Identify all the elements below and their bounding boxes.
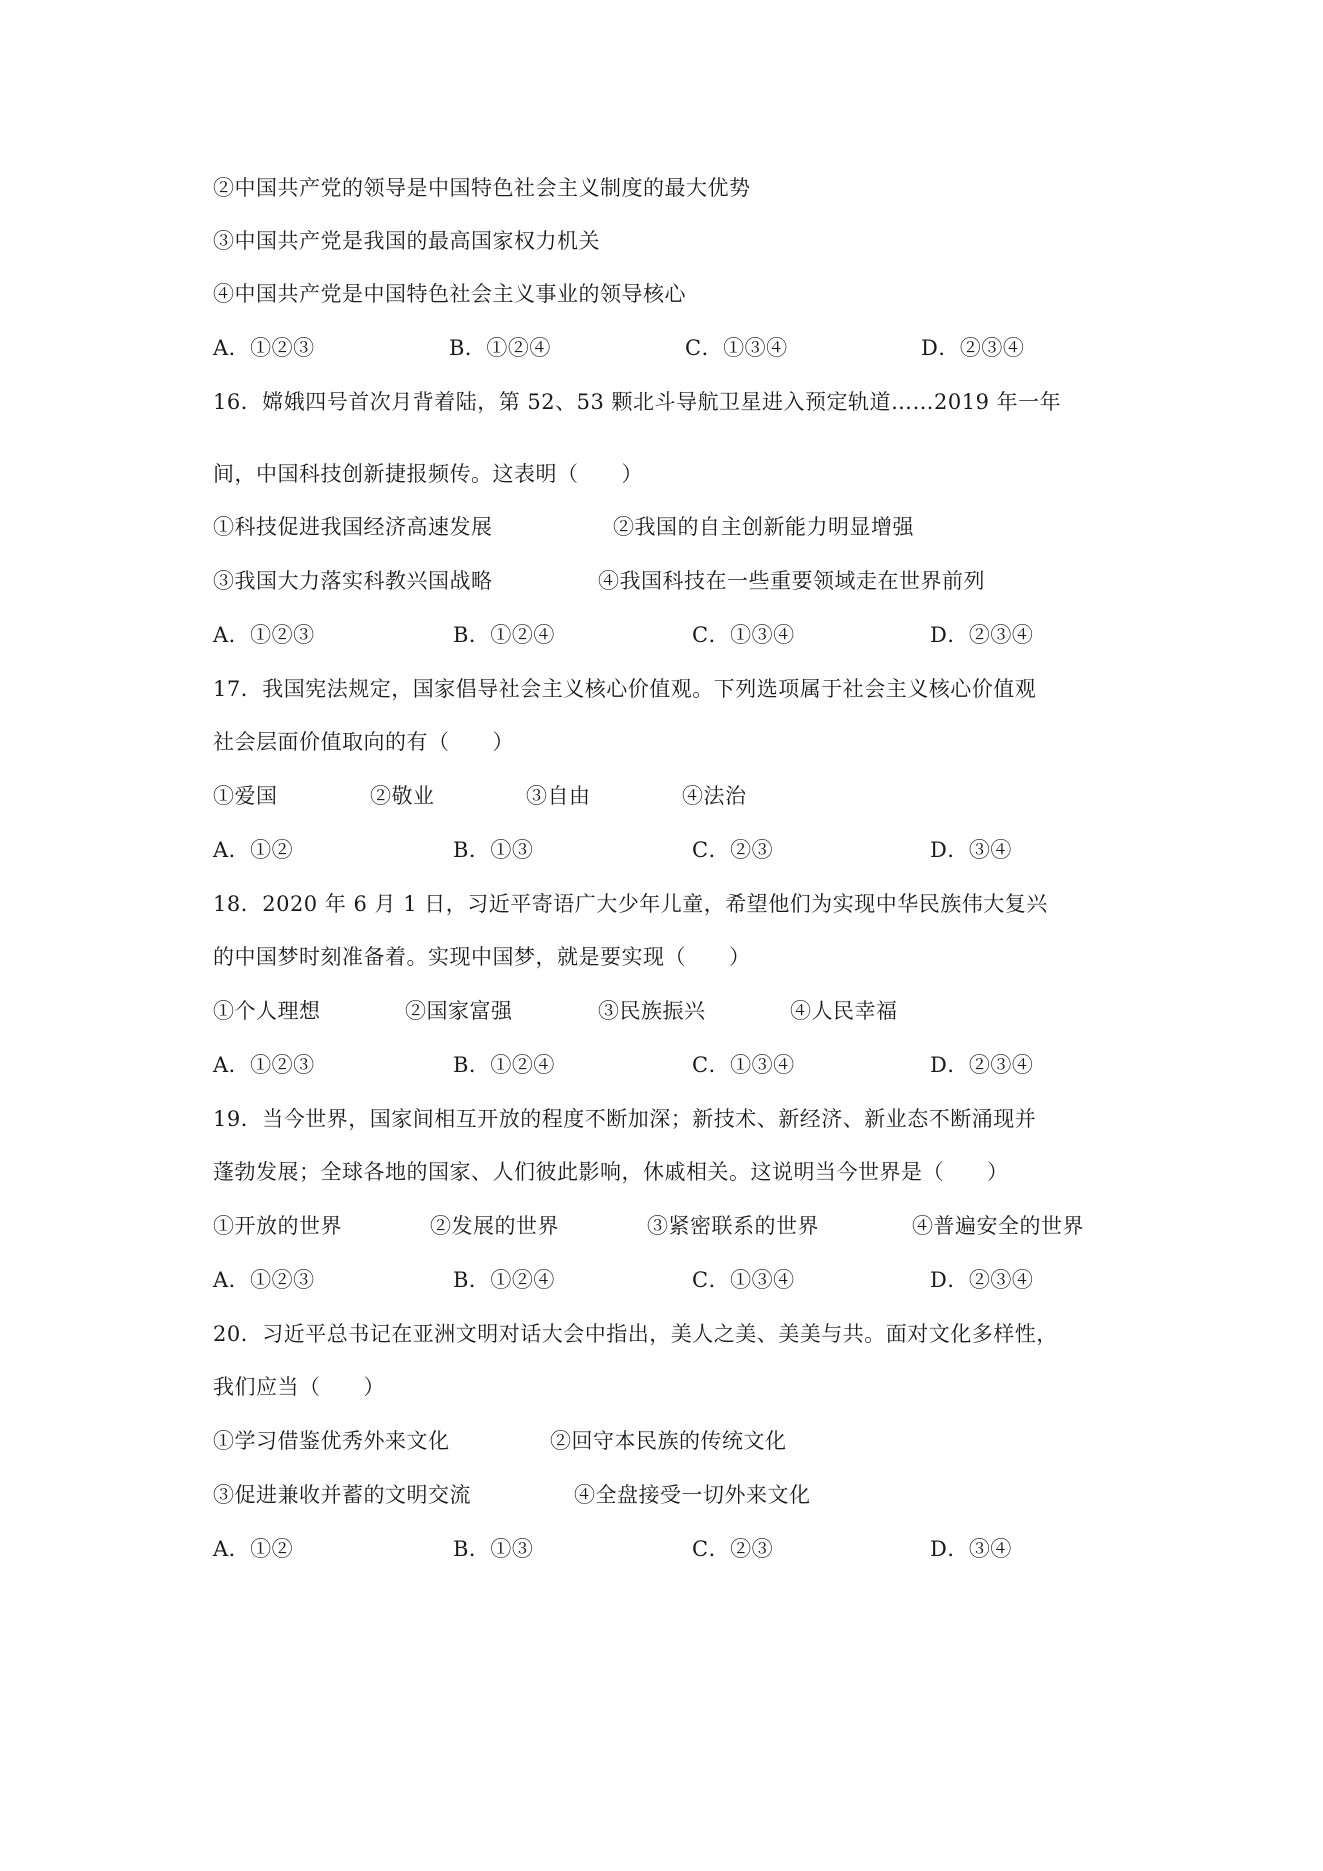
question-stem: 间，中国科技创新捷报频传。这表明（ ） xyxy=(213,462,643,486)
option-d: D．②③④ xyxy=(930,1268,1034,1292)
question-stem: 蓬勃发展；全球各地的国家、人们彼此影响，休戚相关。这说明当今世界是（ ） xyxy=(213,1160,1009,1184)
question-stem: 我们应当（ ） xyxy=(213,1375,385,1399)
statement: ③自由 xyxy=(526,784,591,808)
option-b: B．①②④ xyxy=(449,336,551,360)
statement: ③民族振兴 xyxy=(598,999,706,1023)
option-a: A．①②③ xyxy=(213,623,315,647)
statement: ④人民幸福 xyxy=(790,999,898,1023)
option-d: D．③④ xyxy=(930,838,1012,862)
statement: ①开放的世界 xyxy=(213,1214,342,1238)
option-d: D．②③④ xyxy=(930,1053,1034,1077)
option-a: A．①② xyxy=(213,838,294,862)
option-a: A．①②③ xyxy=(213,1268,315,1292)
option-c: C．①③④ xyxy=(685,336,788,360)
option-d: D．②③④ xyxy=(921,336,1025,360)
question-stem: 社会层面价值取向的有（ ） xyxy=(213,730,514,754)
option-c: C．②③ xyxy=(692,1537,774,1561)
statement: ②回守本民族的传统文化 xyxy=(550,1429,787,1453)
statement: ③中国共产党是我国的最高国家权力机关 xyxy=(213,229,600,253)
statement: ②敬业 xyxy=(370,784,435,808)
statement: ①学习借鉴优秀外来文化 xyxy=(213,1429,450,1453)
option-b: B．①③ xyxy=(453,838,534,862)
option-d: D．③④ xyxy=(930,1537,1012,1561)
statement: ①爱国 xyxy=(213,784,278,808)
statement: ③紧密联系的世界 xyxy=(647,1214,819,1238)
statement: ④法治 xyxy=(682,784,747,808)
question-stem: 19．当今世界，国家间相互开放的程度不断加深；新技术、新经济、新业态不断涌现并 xyxy=(213,1107,1037,1131)
statement: ④中国共产党是中国特色社会主义事业的领导核心 xyxy=(213,282,686,306)
statement: ③促进兼收并蓄的文明交流 xyxy=(213,1483,471,1507)
question-stem: 20．习近平总书记在亚洲文明对话大会中指出，美人之美、美美与共。面对文化多样性， xyxy=(213,1322,1058,1346)
statement: ①科技促进我国经济高速发展 xyxy=(213,515,493,539)
statement: ④普遍安全的世界 xyxy=(912,1214,1084,1238)
statement: ②发展的世界 xyxy=(430,1214,559,1238)
question-stem: 18．2020 年 6 月 1 日，习近平寄语广大少年儿童，希望他们为实现中华民族伟大复兴 xyxy=(213,892,1048,916)
option-b: B．①②④ xyxy=(453,1053,555,1077)
option-c: C．①③④ xyxy=(692,1268,795,1292)
statement: ④我国科技在一些重要领域走在世界前列 xyxy=(598,569,985,593)
question-stem: 16．嫦娥四号首次月背着陆，第 52、53 颗北斗导航卫星进入预定轨道……2019 年一年 xyxy=(213,390,1062,414)
option-c: C．②③ xyxy=(692,838,774,862)
statement: ④全盘接受一切外来文化 xyxy=(574,1483,811,1507)
option-b: B．①②④ xyxy=(453,1268,555,1292)
statement: ②我国的自主创新能力明显增强 xyxy=(613,515,914,539)
question-stem: 的中国梦时刻准备着。实现中国梦，就是要实现（ ） xyxy=(213,945,751,969)
statement: ①个人理想 xyxy=(213,999,321,1023)
option-c: C．①③④ xyxy=(692,623,795,647)
statement: ②国家富强 xyxy=(405,999,513,1023)
option-a: A．①②③ xyxy=(213,336,315,360)
option-b: B．①②④ xyxy=(453,623,555,647)
option-d: D．②③④ xyxy=(930,623,1034,647)
question-stem: 17．我国宪法规定，国家倡导社会主义核心价值观。下列选项属于社会主义核心价值观 xyxy=(213,677,1037,701)
option-a: A．①② xyxy=(213,1537,294,1561)
option-c: C．①③④ xyxy=(692,1053,795,1077)
option-a: A．①②③ xyxy=(213,1053,315,1077)
statement: ②中国共产党的领导是中国特色社会主义制度的最大优势 xyxy=(213,176,751,200)
option-b: B．①③ xyxy=(453,1537,534,1561)
statement: ③我国大力落实科教兴国战略 xyxy=(213,569,493,593)
